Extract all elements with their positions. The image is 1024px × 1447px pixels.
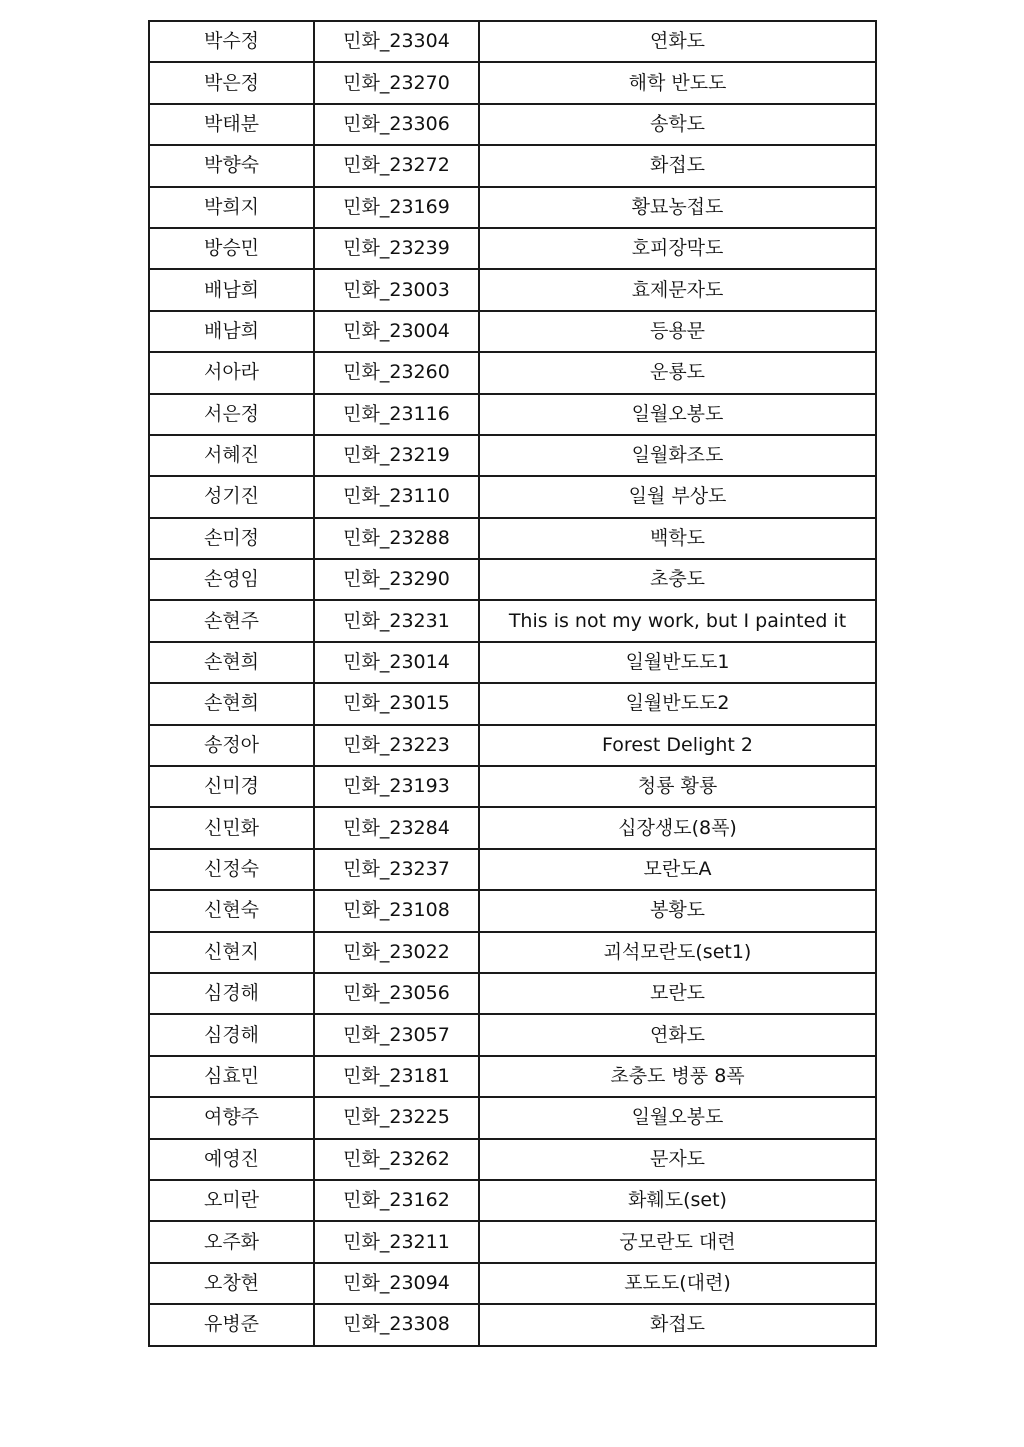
table-row (149, 559, 876, 600)
artist-name-cell: 예영진 (149, 1139, 314, 1180)
table-row (149, 21, 876, 62)
artwork-id-cell: 민화_23004 (314, 311, 479, 352)
table-row (149, 683, 876, 724)
artwork-title-cell: 모란도 (479, 973, 876, 1014)
artwork-id-cell: 민화_23169 (314, 187, 479, 228)
artwork-id-cell: 민화_23211 (314, 1221, 479, 1262)
artwork-id-cell: 민화_23239 (314, 228, 479, 269)
artwork-id-cell: 민화_23284 (314, 807, 479, 848)
artist-name-cell: 손영임 (149, 559, 314, 600)
artist-name-cell: 박은정 (149, 62, 314, 103)
artist-name-cell: 서아라 (149, 352, 314, 393)
artist-name-cell: 박희지 (149, 187, 314, 228)
table-row (149, 518, 876, 559)
artist-name-cell: 방승민 (149, 228, 314, 269)
artwork-id-cell: 민화_23056 (314, 973, 479, 1014)
artwork-id-cell: 민화_23015 (314, 683, 479, 724)
artwork-title-cell: 일월반도도2 (479, 683, 876, 724)
artist-name-cell: 신현숙 (149, 890, 314, 931)
artwork-id-cell: 민화_23231 (314, 600, 479, 641)
artist-name-cell: 신정숙 (149, 849, 314, 890)
table-row (149, 766, 876, 807)
artwork-title-cell: This is not my work, but I painted it (479, 600, 876, 641)
artwork-title-cell: 송학도 (479, 104, 876, 145)
table-row (149, 890, 876, 931)
artwork-title-cell: 일월반도도1 (479, 642, 876, 683)
artwork-id-cell: 민화_23014 (314, 642, 479, 683)
artwork-title-cell: 일월오봉도 (479, 394, 876, 435)
table-row (149, 725, 876, 766)
artwork-title-cell: 화접도 (479, 145, 876, 186)
artwork-title-cell: 백학도 (479, 518, 876, 559)
table-row (149, 104, 876, 145)
table-row (149, 1180, 876, 1221)
artwork-id-cell: 민화_23181 (314, 1056, 479, 1097)
artwork-title-cell: 연화도 (479, 1014, 876, 1055)
artwork-id-cell: 민화_23094 (314, 1263, 479, 1304)
artwork-id-cell: 민화_23306 (314, 104, 479, 145)
artwork-title-cell: 해학 반도도 (479, 62, 876, 103)
table-row (149, 62, 876, 103)
artist-name-cell: 유병준 (149, 1304, 314, 1345)
artwork-title-cell: 일월오봉도 (479, 1097, 876, 1138)
artwork-title-cell: Forest Delight 2 (479, 725, 876, 766)
artwork-title-cell: 연화도 (479, 21, 876, 62)
artwork-title-cell: 포도도(대련) (479, 1263, 876, 1304)
artwork-title-cell: 호피장막도 (479, 228, 876, 269)
artist-name-cell: 송정아 (149, 725, 314, 766)
artist-name-cell: 오주화 (149, 1221, 314, 1262)
artwork-title-cell: 청룡 황룡 (479, 766, 876, 807)
artwork-id-cell: 민화_23110 (314, 476, 479, 517)
artwork-id-cell: 민화_23219 (314, 435, 479, 476)
artwork-id-cell: 민화_23260 (314, 352, 479, 393)
artist-name-cell: 손현주 (149, 600, 314, 641)
table-row (149, 1139, 876, 1180)
table-row (149, 352, 876, 393)
table-row (149, 1263, 876, 1304)
artist-name-cell: 서혜진 (149, 435, 314, 476)
table-row (149, 435, 876, 476)
artwork-id-cell: 민화_23288 (314, 518, 479, 559)
table-row (149, 932, 876, 973)
table-row (149, 269, 876, 310)
artist-name-cell: 손미정 (149, 518, 314, 559)
artwork-id-cell: 민화_23304 (314, 21, 479, 62)
artist-name-cell: 박태분 (149, 104, 314, 145)
table-row (149, 145, 876, 186)
table-row (149, 394, 876, 435)
artwork-title-cell: 초충도 (479, 559, 876, 600)
artist-name-cell: 배남희 (149, 311, 314, 352)
artwork-id-cell: 민화_23290 (314, 559, 479, 600)
artwork-id-cell: 민화_23057 (314, 1014, 479, 1055)
artwork-title-cell: 초충도 병풍 8폭 (479, 1056, 876, 1097)
artwork-title-cell: 황묘농접도 (479, 187, 876, 228)
table-row (149, 807, 876, 848)
artwork-id-cell: 민화_23272 (314, 145, 479, 186)
artwork-title-cell: 등용문 (479, 311, 876, 352)
artwork-title-cell: 화훼도(set) (479, 1180, 876, 1221)
table-row (149, 1097, 876, 1138)
table-row (149, 187, 876, 228)
artist-name-cell: 오창현 (149, 1263, 314, 1304)
artist-name-cell: 박수정 (149, 21, 314, 62)
artwork-id-cell: 민화_23108 (314, 890, 479, 931)
artist-name-cell: 성기진 (149, 476, 314, 517)
artwork-table (148, 20, 877, 1347)
artwork-id-cell: 민화_23270 (314, 62, 479, 103)
artwork-title-cell: 효제문자도 (479, 269, 876, 310)
artwork-title-cell: 봉황도 (479, 890, 876, 931)
artwork-title-cell: 십장생도(8폭) (479, 807, 876, 848)
artwork-title-cell: 궁모란도 대련 (479, 1221, 876, 1262)
artwork-title-cell: 일월화조도 (479, 435, 876, 476)
artist-name-cell: 오미란 (149, 1180, 314, 1221)
artist-name-cell: 손현희 (149, 642, 314, 683)
table-row (149, 228, 876, 269)
artwork-id-cell: 민화_23262 (314, 1139, 479, 1180)
artist-name-cell: 심경해 (149, 1014, 314, 1055)
table-row (149, 1221, 876, 1262)
table-row (149, 1056, 876, 1097)
table-row (149, 476, 876, 517)
artwork-title-cell: 운룡도 (479, 352, 876, 393)
artist-name-cell: 배남희 (149, 269, 314, 310)
artist-name-cell: 신민화 (149, 807, 314, 848)
artwork-id-cell: 민화_23003 (314, 269, 479, 310)
artist-name-cell: 심효민 (149, 1056, 314, 1097)
artwork-title-cell: 문자도 (479, 1139, 876, 1180)
artwork-table-body (149, 21, 876, 1346)
artwork-id-cell: 민화_23193 (314, 766, 479, 807)
artwork-title-cell: 화접도 (479, 1304, 876, 1345)
artist-name-cell: 박향숙 (149, 145, 314, 186)
artwork-title-cell: 일월 부상도 (479, 476, 876, 517)
artist-name-cell: 손현희 (149, 683, 314, 724)
table-row (149, 311, 876, 352)
table-row (149, 849, 876, 890)
artwork-title-cell: 모란도A (479, 849, 876, 890)
table-row (149, 600, 876, 641)
artwork-id-cell: 민화_23225 (314, 1097, 479, 1138)
table-row (149, 973, 876, 1014)
artist-name-cell: 신현지 (149, 932, 314, 973)
table-row (149, 1304, 876, 1345)
artwork-id-cell: 민화_23116 (314, 394, 479, 435)
artwork-id-cell: 민화_23022 (314, 932, 479, 973)
table-row (149, 642, 876, 683)
artist-name-cell: 신미경 (149, 766, 314, 807)
artwork-id-cell: 민화_23237 (314, 849, 479, 890)
artwork-title-cell: 괴석모란도(set1) (479, 932, 876, 973)
artwork-id-cell: 민화_23223 (314, 725, 479, 766)
artist-name-cell: 서은정 (149, 394, 314, 435)
artwork-id-cell: 민화_23308 (314, 1304, 479, 1345)
artwork-id-cell: 민화_23162 (314, 1180, 479, 1221)
artist-name-cell: 심경해 (149, 973, 314, 1014)
artist-name-cell: 여향주 (149, 1097, 314, 1138)
table-row (149, 1014, 876, 1055)
